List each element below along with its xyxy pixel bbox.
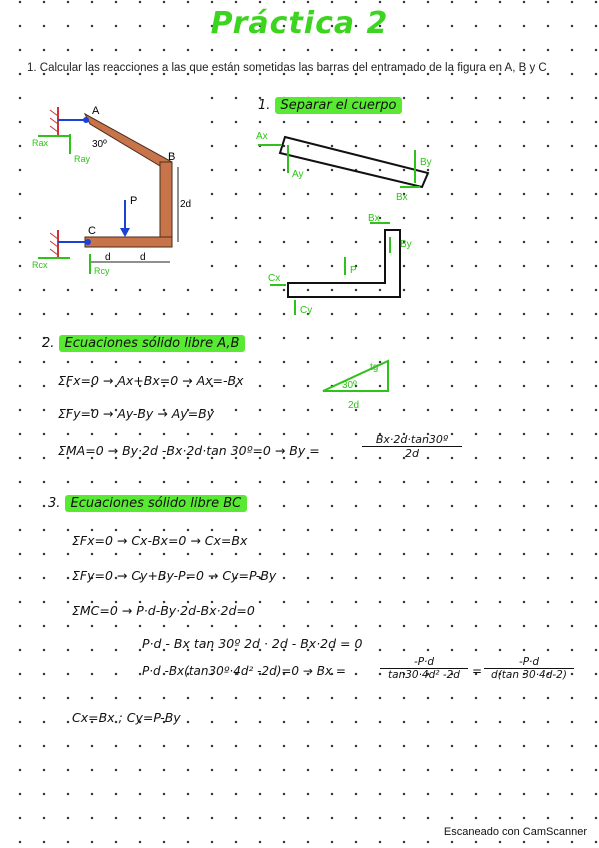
label-d1: d: [105, 252, 111, 263]
sec3-eq4: P·d - Bx tan 30º 2d · 2d - Bx·2d = 0: [142, 636, 363, 651]
fbd2-cy: Cy: [300, 305, 313, 315]
sec3-eq2: ΣFy=0 → Cy+By-P=0 → Cy=P-By: [72, 568, 277, 583]
scanner-watermark: Escaneado con CamScanner: [443, 826, 587, 838]
sec3-eq5-numerator1: -P·d: [380, 656, 468, 669]
section3-title: Ecuaciones sólido libre BC: [65, 495, 248, 512]
label-angle: 30º: [92, 139, 107, 150]
label-B: B: [168, 151, 176, 163]
fbd1-bx: Bx: [396, 192, 408, 203]
problem-statement: 1. Calcular las reacciones a las que están sometidas las barras del entramado de la figura en A, B y C: [27, 62, 547, 74]
triangle-angle: 30º: [342, 380, 357, 391]
sec3-eq3: ΣMC=0 → P·d-By·2d-Bx·2d=0: [72, 603, 255, 618]
section2-heading: [42, 336, 245, 351]
fbd2-cx: Cx: [268, 273, 281, 284]
section2-number: 2.: [42, 336, 55, 351]
equals-sign: =: [472, 664, 483, 678]
sec3-eq5-denominator2: d(tan 30·4d-2): [491, 669, 567, 681]
page-title: Práctica 2: [210, 6, 389, 41]
free-body-diagrams: [250, 125, 450, 315]
label-ray: Ray: [74, 154, 91, 164]
sec2-eq3-denominator: 2d: [405, 447, 419, 460]
label-C: C: [88, 225, 96, 237]
fbd1-by: By: [420, 157, 432, 168]
label-rcy: Rcy: [94, 266, 110, 276]
angle-triangle: [318, 356, 398, 416]
sec3-eq5-denominator1: tan30·4d² -2d: [388, 669, 460, 681]
label-A: A: [92, 105, 100, 117]
problem-figure: [30, 92, 205, 277]
label-d2: d: [140, 252, 146, 263]
fbd2-bx: Bx: [368, 213, 380, 224]
fbd1-ay: Ay: [292, 169, 304, 180]
section1-heading: [258, 98, 402, 113]
label-height: 2d: [180, 199, 192, 210]
fbd2-p: P: [350, 265, 357, 276]
fbd1-ax: Ax: [256, 131, 268, 142]
section1-number: 1.: [258, 98, 271, 113]
section2-title: Ecuaciones sólido libre A,B: [59, 335, 246, 352]
label-rax: Rax: [32, 138, 49, 148]
sec3-eq5-fraction1: [380, 656, 468, 681]
section3-heading: [48, 496, 247, 511]
triangle-base: 2d: [348, 400, 360, 411]
sec3-eq5: P·d -Bx(tan30º·4d² -2d)=0 → Bx =: [142, 664, 346, 678]
triangle-tg: tg: [370, 362, 379, 373]
sec2-eq3-numerator: Bx·2d·tan30º: [362, 433, 462, 447]
sec3-result: Cx=Bx ; Cy=P-By: [72, 710, 181, 725]
sec2-eq2: ΣFy=0 → Ay-By → Ay=By: [58, 406, 215, 421]
label-P: P: [130, 195, 138, 207]
sec3-eq5-numerator2: -P·d: [484, 656, 574, 669]
sec3-eq1: ΣFx=0 → Cx-Bx=0 → Cx=Bx: [72, 533, 248, 548]
label-rcx: Rcx: [32, 260, 48, 270]
section3-number: 3.: [48, 496, 61, 511]
sec2-eq3: ΣMA=0 → By·2d -Bx·2d·tan 30º=0 → By =: [58, 443, 320, 458]
section1-title: Separar el cuerpo: [275, 97, 403, 114]
fbd2-by: By: [400, 239, 412, 250]
sec2-eq3-fraction: [362, 433, 462, 460]
sec3-eq5-fraction2: [484, 656, 574, 681]
sec2-eq1: ΣFx=0 → Ax+Bx=0 → Ax=-Bx: [58, 373, 244, 388]
